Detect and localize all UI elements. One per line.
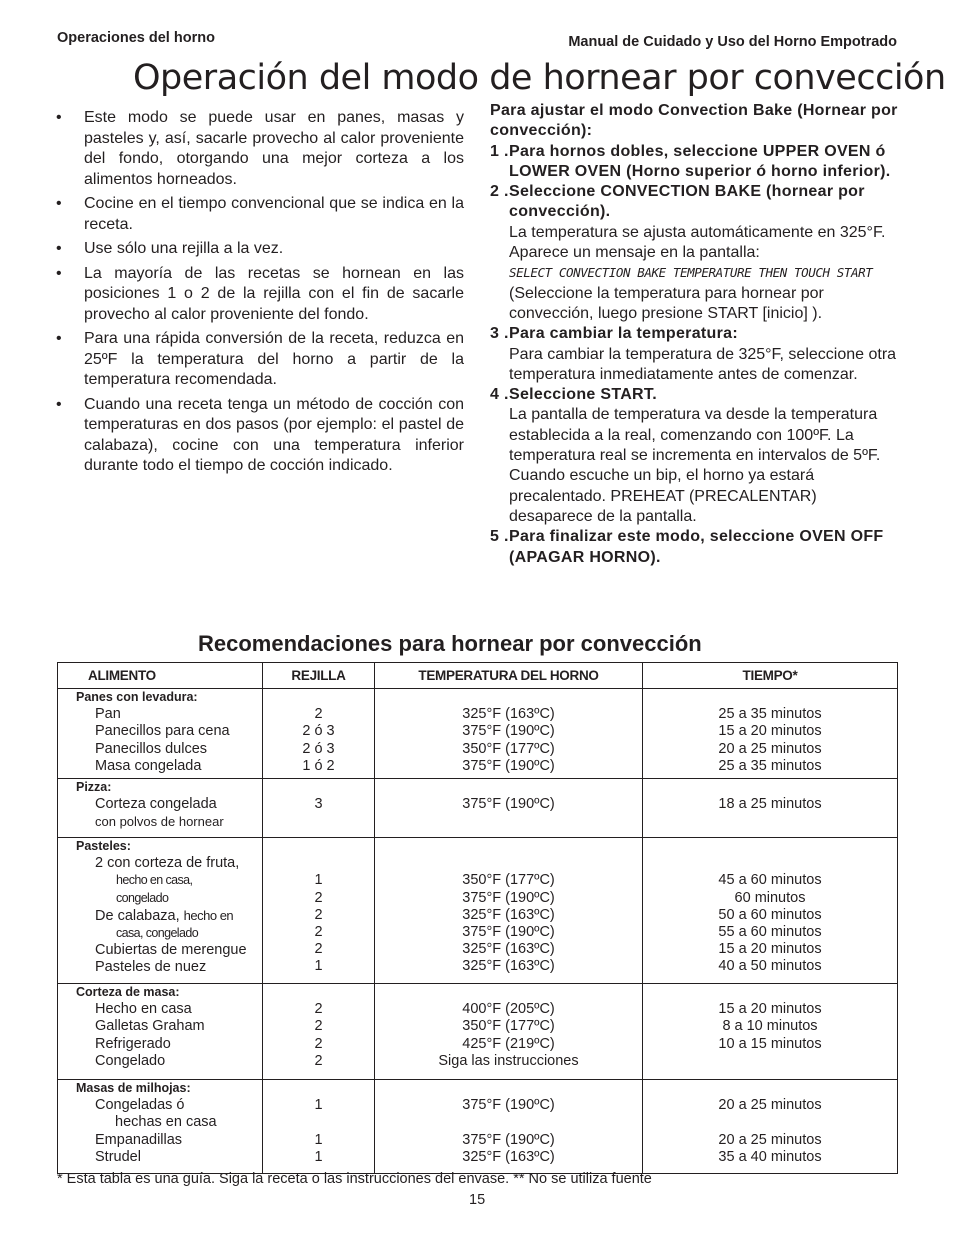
header-temperature: TEMPERATURA DEL HORNO: [375, 663, 643, 689]
temperature-value: 325°F (163ºC): [462, 906, 555, 923]
rack-value: 2: [314, 889, 323, 906]
rack-value: 2: [314, 906, 323, 923]
food-item: Refrigerado: [95, 1035, 171, 1052]
step-number: 1 .: [490, 142, 509, 160]
step-5-text: Para finalizar este modo, seleccione OVEN OFF (APAGAR HORNO).: [509, 528, 884, 566]
rack-value: 2 ó 3: [302, 740, 335, 757]
food-item: casa, congelado: [116, 926, 199, 941]
temperature-value: 375°F (190ºC): [462, 757, 555, 774]
step-1: [490, 142, 902, 183]
food-item: hechas en casa: [115, 1114, 217, 1131]
food-item-detail: hecho en: [183, 907, 234, 923]
rack-cell: [263, 838, 375, 984]
rack-cell: [263, 779, 375, 838]
time-value: 8 a 10 minutos: [722, 1018, 818, 1035]
food-cell: [58, 838, 263, 984]
food-item: congelado: [116, 890, 169, 905]
temperature-cell: [375, 689, 643, 779]
group-name: Pasteles:: [76, 839, 131, 853]
temperature-value: 325°F (163ºC): [462, 706, 555, 723]
rack-value: 1: [314, 958, 323, 975]
time-value: 15 a 20 minutos: [718, 1001, 822, 1018]
temperature-value: 350°F (177ºC): [462, 1018, 555, 1035]
footnote: * Esta tabla es una guía. Siga la receta o las instrucciones del envase. ** No se utiliza fuente: [57, 1171, 652, 1187]
rack-value: 2: [314, 1035, 323, 1052]
temperature-value: 375°F (190ºC): [462, 1097, 555, 1114]
temperature-value: 350°F (177ºC): [462, 872, 555, 889]
time-cell: [643, 689, 898, 779]
food-item: Corteza congelada: [95, 796, 217, 813]
temperature-value: 425°F (219ºC): [462, 1035, 555, 1052]
time-value: 40 a 50 minutos: [718, 958, 822, 975]
time-value: 10 a 15 minutos: [718, 1035, 822, 1052]
time-value: 25 a 35 minutos: [718, 706, 822, 723]
temperature-value: 325°F (163ºC): [462, 958, 555, 975]
temperature-value: 375°F (190ºC): [462, 924, 555, 941]
temperature-value: 375°F (190ºC): [462, 889, 555, 906]
tip-item: • Use sólo una rejilla a la vez.: [56, 239, 464, 260]
time-value: 35 a 40 minutos: [718, 1148, 822, 1165]
tip-item: • La mayoría de las recetas se hornean en las posiciones 1 o 2 de la rejilla con el fin de sacarle provecho al calor proveniente del fondo.: [56, 264, 464, 326]
step-1-text: Para hornos dobles, seleccione UPPER OVEN ó LOWER OVEN (Horno superior ó horno inferior).: [509, 142, 891, 180]
rack-value: 2: [314, 924, 323, 941]
table-header-row: [58, 663, 898, 689]
step-2-text: Seleccione CONVECTION BAKE (hornear por convección).: [509, 183, 865, 221]
header-food: ALIMENTO: [58, 663, 263, 689]
step-3-text: Para cambiar la temperatura:: [509, 325, 738, 343]
recommendations-table: [57, 662, 898, 1174]
tip-item: • Cuando una receta tenga un método de cocción con temperaturas en dos pasos (por ejemplo: el pastel de calabaza), cocine con una temperatura inferior durante todo el tiempo de cocción indicado.: [56, 395, 464, 477]
instructions-heading: Para ajustar el modo Convection Bake (Hornear por convección):: [490, 102, 898, 140]
group-name: Corteza de masa:: [76, 985, 180, 999]
instructions-column: [490, 101, 902, 568]
rack-value: 1: [314, 1097, 323, 1114]
food-item: Congeladas ó: [95, 1097, 185, 1114]
step-4: [490, 385, 902, 405]
temperature-cell: [375, 779, 643, 838]
table-row: [58, 838, 898, 984]
rack-value: 1: [314, 872, 323, 889]
section-header: Operaciones del horno: [57, 30, 215, 46]
group-name: Masas de milhojas:: [76, 1081, 191, 1095]
food-cell: [58, 779, 263, 838]
time-value: 25 a 35 minutos: [718, 757, 822, 774]
food-item: Galletas Graham: [95, 1018, 205, 1035]
table-row: [58, 689, 898, 779]
temperature-cell: [375, 838, 643, 984]
step-number: 2 .: [490, 183, 509, 201]
food-item: Masa congelada: [95, 757, 202, 774]
table-title: Recomendaciones para hornear por convección: [198, 631, 702, 656]
rack-value: 2: [314, 1001, 323, 1018]
rack-value: 2: [314, 1018, 323, 1035]
display-translation: (Seleccione la temperatura para hornear por convección, luego presione START [inicio] ).: [509, 284, 824, 322]
temperature-cell: [375, 984, 643, 1080]
table-row: [58, 779, 898, 838]
rack-value: 1 ó 2: [302, 757, 335, 774]
rack-value: 2: [314, 941, 323, 958]
manual-header: Manual de Cuidado y Uso del Horno Empotrado: [568, 34, 897, 50]
time-cell: [643, 779, 898, 838]
step-number: 3 .: [490, 325, 509, 343]
rack-cell: [263, 689, 375, 779]
food-cell: [58, 1080, 263, 1174]
step-number: 5 .: [490, 528, 509, 546]
rack-cell: [263, 1080, 375, 1174]
header-rack: REJILLA: [263, 663, 375, 689]
step-number: 4 .: [490, 386, 509, 404]
tips-list: [56, 108, 464, 477]
time-value: 55 a 60 minutos: [718, 924, 822, 941]
tip-item: • Cocine en el tiempo convencional que se indica en la receta.: [56, 194, 464, 235]
time-value: 20 a 25 minutos: [718, 740, 822, 757]
tips-column: [56, 108, 464, 481]
food-item: Panecillos para cena: [95, 723, 230, 740]
food-cell: [58, 984, 263, 1080]
time-cell: [643, 984, 898, 1080]
food-item: 2 con corteza de fruta,: [95, 855, 240, 872]
display-message: SELECT CONVECTION BAKE TEMPERATURE THEN TOUCH START: [509, 265, 873, 281]
time-value: 20 a 25 minutos: [718, 1097, 822, 1114]
step-4-body-2: Cuando escuche un bip, el horno ya estará precalentado. PREHEAT (PRECALENTAR) desaparece de la pantalla.: [509, 467, 817, 525]
temperature-value: 350°F (177ºC): [462, 740, 555, 757]
rack-value: 2: [314, 1052, 323, 1069]
rack-value: 1: [314, 1131, 323, 1148]
temperature-value: Siga las instrucciones: [438, 1052, 579, 1069]
rack-value: 3: [314, 796, 323, 813]
time-value: 18 a 25 minutos: [718, 796, 822, 813]
rack-value: 1: [314, 1148, 323, 1165]
time-cell: [643, 838, 898, 984]
food-cell: [58, 689, 263, 779]
time-value: 50 a 60 minutos: [718, 906, 822, 923]
step-4-body: La pantalla de temperatura va desde la temperatura establecida a la real, comenzando con 100ºF. La temperatura real se incrementa en intervalos de 5ºF.: [509, 406, 881, 465]
page-number: 15: [469, 1192, 486, 1208]
food-item: [58, 907, 262, 925]
food-item: Cubiertas de merengue: [95, 942, 247, 959]
time-value: 15 a 20 minutos: [718, 941, 822, 958]
time-value: 60 minutos: [734, 889, 806, 906]
table-row: [58, 1080, 898, 1174]
time-value: 20 a 25 minutos: [718, 1131, 822, 1148]
food-item: Empanadillas: [95, 1131, 183, 1148]
temperature-value: 325°F (163ºC): [462, 941, 555, 958]
step-2: [490, 182, 902, 223]
food-item: Panecillos dulces: [95, 740, 208, 757]
temperature-value: 375°F (190ºC): [462, 1131, 555, 1148]
step-2-body: La temperatura se ajusta automáticamente en 325°F. Aparece un mensaje en la pantalla:: [509, 223, 886, 262]
step-3: [490, 324, 902, 344]
food-item: Congelado: [95, 1052, 166, 1069]
temperature-value: 400°F (205ºC): [462, 1001, 555, 1018]
rack-cell: [263, 984, 375, 1080]
tip-item: • Este modo se puede usar en panes, masas y pasteles y, así, sacarle provecho al calor proveniente del fondo, otorgando una mejor corteza a los alimentos horneados.: [56, 108, 464, 190]
step-5: [490, 527, 902, 568]
temperature-value: 325°F (163ºC): [462, 1148, 555, 1165]
food-item: Pan: [95, 706, 121, 723]
food-item-name: De calabaza,: [95, 907, 180, 924]
time-value: 15 a 20 minutos: [718, 723, 822, 740]
rack-value: 2 ó 3: [302, 723, 335, 740]
food-item: Strudel: [95, 1148, 141, 1165]
header-time: TIEMPO*: [643, 663, 898, 689]
temperature-value: 375°F (190ºC): [462, 723, 555, 740]
table-row: [58, 984, 898, 1080]
group-name: Panes con levadura:: [76, 690, 198, 704]
food-item: Pasteles de nuez: [95, 959, 207, 976]
temperature-value: 375°F (190ºC): [462, 796, 555, 813]
step-3-body: Para cambiar la temperatura de 325°F, seleccione otra temperatura inmediatamente antes de comenzar.: [509, 345, 897, 383]
group-name: Pizza:: [76, 780, 112, 794]
time-value: 45 a 60 minutos: [718, 872, 822, 889]
time-cell: [643, 1080, 898, 1174]
temperature-cell: [375, 1080, 643, 1174]
page-title: Operación del modo de hornear por convección: [133, 58, 946, 98]
food-item: hecho en casa,: [116, 873, 193, 888]
step-4-text: Seleccione START.: [509, 386, 657, 404]
rack-value: 2: [314, 706, 323, 723]
food-item: con polvos de hornear: [95, 814, 224, 830]
food-item: Hecho en casa: [95, 1001, 192, 1018]
tip-item: • Para una rápida conversión de la receta, reduzca en 25ºF la temperatura del horno a partir de la temperatura recomendada.: [56, 329, 464, 391]
